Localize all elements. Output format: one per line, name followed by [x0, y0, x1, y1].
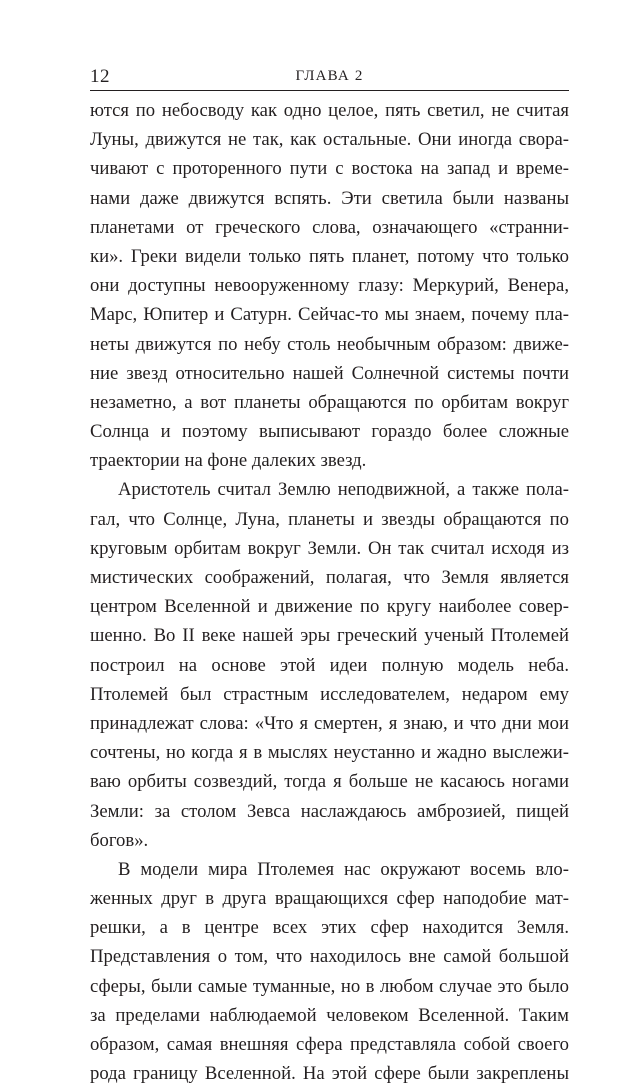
text-line: незаметно, а вот планеты обращаются по орбитам вокруг	[90, 391, 569, 413]
text-line: В модели мира Птолемея нас окружают восемь вло-	[118, 858, 569, 880]
text-line: Представления о том, что находилось вне самой большой	[90, 946, 569, 968]
text-line: планетами от греческого слова, означающего «странни-	[90, 216, 569, 238]
chapter-title: ГЛАВА 2	[295, 68, 364, 84]
text-line: они доступны невооруженному глазу: Меркурий, Венера,	[90, 275, 569, 297]
text-line: траектории на фоне далеких звезд.	[90, 450, 367, 472]
paragraph	[90, 475, 569, 854]
text-line: Земли: за столом Зевса наслаждаюсь амброзией, пищей	[90, 800, 569, 822]
text-line: построил на основе этой идеи полную модель неба.	[90, 654, 569, 676]
text-line: ки». Греки видели только пять планет, потому что только	[90, 245, 569, 267]
text-line: центром Вселенной и движение по кругу наиболее совер-	[90, 596, 569, 618]
text-line: принадлежат слова: «Что я смертен, я знаю, и что дни мои	[90, 712, 569, 734]
text-line: за пределами наблюдаемой человеком Вселенной. Таким	[90, 1004, 569, 1026]
text-line: Марс, Юпитер и Сатурн. Сейчас-то мы знаем, почему пла-	[90, 304, 569, 326]
text-line: ются по небосводу как одно целое, пять светил, не считая	[90, 100, 569, 121]
text-line: круговым орбитам вокруг Земли. Он так считал исходя из	[90, 537, 569, 559]
text-line: мистических соображений, полагая, что Земля является	[90, 567, 569, 588]
text-line: сочтены, но когда я в мыслях неустанно и жадно выслежи-	[90, 742, 569, 764]
text-line: богов».	[90, 829, 149, 851]
text-line: Птолемей был страстным исследователем, недаром ему	[90, 683, 569, 705]
text-line: решки, а в центре всех этих сфер находится Земля.	[90, 917, 569, 939]
text-line: рода границу Вселенной. На этой сфере были закреплены	[90, 1063, 569, 1085]
text-line: ваю орбиты созвездий, тогда я больше не касаюсь ногами	[90, 771, 569, 793]
text-line: женных друг в друга вращающихся сфер наподобие мат-	[90, 888, 569, 910]
text-line: образом, самая внешняя сфера представляла собой своего	[90, 1034, 569, 1055]
text-line: Аристотель считал Землю неподвижной, а также пола-	[118, 479, 569, 501]
text-line: чивают с проторенного пути с востока на запад и време-	[90, 158, 569, 180]
text-line: гал, что Солнце, Луна, планеты и звезды обращаются по	[90, 508, 569, 530]
text-line: нами даже движутся вспять. Эти светила были названы	[90, 187, 569, 209]
text-line: ние звезд относительно нашей Солнечной системы почти	[90, 362, 569, 384]
paragraph	[90, 96, 569, 475]
running-header	[90, 64, 569, 91]
text-line: неты движутся по небу столь необычным образом: движе-	[90, 333, 569, 355]
text-line: Луны, движутся не так, как остальные. Они иногда свора-	[90, 129, 569, 151]
text-line: Солнца и поэтому выписывают гораздо более сложные	[90, 421, 569, 443]
text-line: шенно. Во II веке нашей эры греческий ученый Птолемей	[90, 625, 569, 647]
paragraph	[90, 855, 569, 1088]
body-text	[90, 96, 569, 1088]
page-number: 12	[90, 66, 110, 87]
text-line: сферы, были самые туманные, но в любом случае это было	[90, 975, 569, 997]
